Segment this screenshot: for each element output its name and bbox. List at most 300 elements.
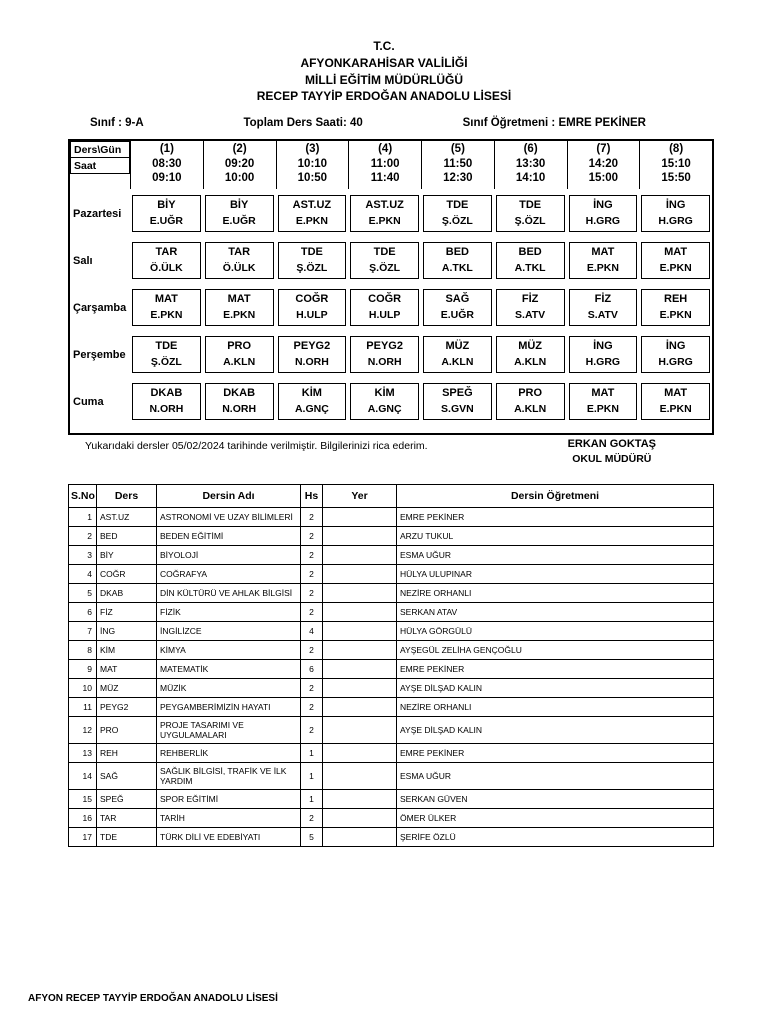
cell-yer	[323, 565, 397, 584]
cell-sno: 16	[69, 809, 97, 828]
day-row-wednesday	[70, 289, 712, 326]
lesson-cell	[130, 289, 203, 326]
course-abbr: FİZ	[521, 293, 539, 306]
cell-yer	[323, 641, 397, 660]
lesson-cell	[203, 289, 276, 326]
cell-sno: 17	[69, 828, 97, 847]
cell-hs: 1	[301, 744, 323, 763]
cell-sno: 7	[69, 622, 97, 641]
course-abbr: SAĞ	[445, 293, 470, 306]
cell-yer	[323, 679, 397, 698]
day-label: Perşembe	[73, 348, 126, 361]
cell-ogretmeni: AYŞE DİLŞAD KALIN	[397, 679, 714, 698]
course-abbr: TAR	[228, 246, 251, 259]
timetable-header	[70, 141, 712, 189]
teacher-abbr: N.ORH	[367, 356, 402, 369]
cell-sno: 12	[69, 717, 97, 744]
cell-ogretmeni: HÜLYA ULUPINAR	[397, 565, 714, 584]
teacher-abbr: E.PKN	[586, 403, 619, 416]
table-row	[69, 809, 714, 828]
period-start-time: 15:10	[661, 157, 691, 170]
teacher-abbr: E.PKN	[295, 215, 328, 228]
class-teacher-label: Sınıf Öğretmeni : EMRE PEKİNER	[462, 117, 646, 130]
period-end-time: 14:10	[515, 171, 546, 184]
course-abbr: İNG	[665, 340, 686, 353]
period-start-time: 08:30	[152, 157, 182, 170]
cell-yer	[323, 584, 397, 603]
table-row	[69, 790, 714, 809]
lesson-cell	[276, 289, 349, 326]
cell-dersin-adi: TÜRK DİLİ VE EDEBİYATI	[157, 828, 301, 847]
table-row	[69, 603, 714, 622]
course-abbr: KİM	[301, 387, 322, 400]
class-info-row	[90, 117, 646, 129]
total-hours-label: Toplam Ders Saati: 40	[243, 117, 363, 130]
period-number: (4)	[378, 143, 393, 156]
table-row	[69, 679, 714, 698]
period-number: (7)	[596, 143, 611, 156]
teacher-abbr: E.PKN	[223, 309, 256, 322]
table-row	[69, 660, 714, 679]
table-row	[69, 622, 714, 641]
day-row-friday	[70, 383, 712, 420]
cell-ogretmeni: NEZİRE ORHANLI	[397, 698, 714, 717]
course-abbr: TDE	[155, 340, 178, 353]
period-header	[421, 141, 494, 189]
teacher-abbr: A.GNÇ	[367, 403, 402, 416]
period-start-time: 11:50	[443, 157, 473, 170]
cell-ogretmeni: SERKAN ATAV	[397, 603, 714, 622]
teacher-abbr: Ş.ÖZL	[441, 215, 473, 228]
lesson-cell	[639, 289, 712, 326]
course-abbr: PEYG2	[366, 340, 403, 353]
course-abbr: TDE	[300, 246, 323, 259]
course-abbr: SPEĞ	[442, 387, 473, 400]
cell-yer	[323, 527, 397, 546]
cell-yer	[323, 508, 397, 527]
day-row-tuesday	[70, 242, 712, 279]
cell-dersin-adi: DİN KÜLTÜRÜ VE AHLAK BİLGİSİ	[157, 584, 301, 603]
cell-ogretmeni: ESMA UĞUR	[397, 763, 714, 790]
course-abbr: PRO	[518, 387, 543, 400]
lesson-cell	[276, 195, 349, 232]
lesson-cell	[567, 242, 640, 279]
cell-dersin-adi: TARİH	[157, 809, 301, 828]
course-abbr: MAT	[664, 387, 688, 400]
cell-ogretmeni: ESMA UĞUR	[397, 546, 714, 565]
teacher-abbr: S.ATV	[515, 309, 546, 322]
cell-sno: 15	[69, 790, 97, 809]
lesson-cell	[348, 195, 421, 232]
cell-sno: 10	[69, 679, 97, 698]
cell-hs: 2	[301, 717, 323, 744]
cell-sno: 1	[69, 508, 97, 527]
cell-sno: 6	[69, 603, 97, 622]
header-tc: T.C.	[373, 39, 395, 53]
cell-yer	[323, 603, 397, 622]
teacher-abbr: H.ULP	[368, 309, 401, 322]
table-row	[69, 717, 714, 744]
cell-ders: AST.UZ	[97, 508, 157, 527]
teacher-abbr: Ö.ÜLK	[150, 262, 183, 275]
teacher-abbr: E.PKN	[659, 403, 692, 416]
cell-ogretmeni: NEZİRE ORHANLI	[397, 584, 714, 603]
course-abbr: TDE	[519, 199, 542, 212]
cell-ders: İNG	[97, 622, 157, 641]
col-header-ogretmeni: Dersin Öğretmeni	[397, 485, 714, 508]
teacher-abbr: A.GNÇ	[294, 403, 329, 416]
period-end-time: 10:00	[224, 171, 255, 184]
lesson-cell	[130, 383, 203, 420]
cell-yer	[323, 790, 397, 809]
cell-sno: 9	[69, 660, 97, 679]
cell-ders: REH	[97, 744, 157, 763]
cell-dersin-adi: PEYGAMBERİMİZİN HAYATI	[157, 698, 301, 717]
cell-ders: PEYG2	[97, 698, 157, 717]
lesson-cell	[567, 195, 640, 232]
cell-ders: SAĞ	[97, 763, 157, 790]
lesson-cell	[203, 242, 276, 279]
cell-dersin-adi: İNGİLİZCE	[157, 622, 301, 641]
lesson-cell	[348, 242, 421, 279]
table-row	[69, 744, 714, 763]
page-footer-school-name: AFYON RECEP TAYYİP ERDOĞAN ANADOLU LİSESİ	[28, 993, 278, 1004]
cell-ogretmeni: ARZU TUKUL	[397, 527, 714, 546]
lesson-cell	[494, 242, 567, 279]
course-abbr: BED	[518, 246, 542, 259]
note-text: Yukarıdaki dersler 05/02/2024 tarihinde verilmiştir. Bilgilerinizi rica ederim.	[85, 440, 428, 453]
course-abbr: MÜZ	[518, 340, 543, 353]
course-abbr: DKAB	[150, 387, 183, 400]
lesson-cell	[567, 289, 640, 326]
cell-ders: DKAB	[97, 584, 157, 603]
cell-sno: 14	[69, 763, 97, 790]
period-header	[567, 141, 640, 189]
cell-sno: 11	[69, 698, 97, 717]
lesson-cell	[567, 336, 640, 373]
cell-dersin-adi: KİMYA	[157, 641, 301, 660]
day-row-thursday	[70, 336, 712, 373]
cell-ders: COĞR	[97, 565, 157, 584]
period-header	[348, 141, 421, 189]
cell-hs: 2	[301, 641, 323, 660]
period-number: (5)	[450, 143, 465, 156]
teacher-abbr: Ş.ÖZL	[296, 262, 328, 275]
cell-ders: FİZ	[97, 603, 157, 622]
teacher-abbr: E.UĞR	[222, 215, 256, 228]
course-abbr: MÜZ	[445, 340, 470, 353]
course-abbr: COĞR	[295, 293, 329, 306]
cell-yer	[323, 546, 397, 565]
period-start-time: 09:20	[224, 157, 255, 170]
cell-yer	[323, 660, 397, 679]
col-header-hs: Hs	[301, 485, 323, 508]
lesson-cell	[276, 383, 349, 420]
period-header	[203, 141, 276, 189]
period-end-time: 11:40	[370, 171, 400, 184]
corner-time-label: Saat	[70, 158, 130, 174]
lesson-cell	[567, 383, 640, 420]
col-header-dersin-adi: Dersin Adı	[157, 485, 301, 508]
cell-dersin-adi: BİYOLOJİ	[157, 546, 301, 565]
cell-sno: 2	[69, 527, 97, 546]
cell-ders: MÜZ	[97, 679, 157, 698]
timetable	[68, 139, 714, 435]
lesson-cell	[639, 242, 712, 279]
table-row	[69, 527, 714, 546]
teacher-abbr: A.KLN	[223, 356, 256, 369]
cell-hs: 2	[301, 508, 323, 527]
cell-yer	[323, 763, 397, 790]
teacher-abbr: S.ATV	[587, 309, 618, 322]
course-abbr: FİZ	[594, 293, 612, 306]
cell-ogretmeni: ÖMER ÜLKER	[397, 809, 714, 828]
cell-ogretmeni: AYŞEGÜL ZELİHA GENÇOĞLU	[397, 641, 714, 660]
course-abbr: MAT	[591, 246, 615, 259]
lesson-cell	[494, 336, 567, 373]
day-label: Pazartesi	[73, 207, 122, 220]
lesson-cell	[421, 289, 494, 326]
cell-dersin-adi: SAĞLIK BİLGİSİ, TRAFİK VE İLK YARDIM	[157, 763, 301, 790]
lesson-cell	[203, 195, 276, 232]
course-abbr: BİY	[229, 199, 249, 212]
period-end-time: 09:10	[152, 171, 182, 184]
lesson-cell	[421, 242, 494, 279]
lesson-cell	[639, 195, 712, 232]
period-start-time: 14:20	[588, 157, 619, 170]
teacher-abbr: E.PKN	[586, 262, 619, 275]
lesson-cell	[348, 336, 421, 373]
timetable-corner	[70, 141, 130, 189]
cell-hs: 2	[301, 698, 323, 717]
lesson-cell	[203, 336, 276, 373]
course-abbr: AST.UZ	[365, 199, 404, 212]
note-row	[68, 440, 714, 470]
lesson-cell	[130, 336, 203, 373]
lessons-table-body	[69, 508, 714, 847]
cell-hs: 1	[301, 790, 323, 809]
cell-dersin-adi: MATEMATİK	[157, 660, 301, 679]
course-abbr: MAT	[591, 387, 615, 400]
cell-ogretmeni: HÜLYA GÖRGÜLÜ	[397, 622, 714, 641]
table-row	[69, 546, 714, 565]
course-abbr: BİY	[157, 199, 176, 212]
teacher-abbr: E.PKN	[150, 309, 183, 322]
course-abbr: İNG	[593, 199, 613, 212]
period-end-time: 10:50	[297, 171, 328, 184]
cell-ogretmeni: EMRE PEKİNER	[397, 508, 714, 527]
teacher-abbr: E.PKN	[368, 215, 401, 228]
cell-dersin-adi: BEDEN EĞİTİMİ	[157, 527, 301, 546]
lesson-cell	[130, 242, 203, 279]
period-start-time: 13:30	[515, 157, 546, 170]
day-row-monday	[70, 195, 712, 232]
cell-yer	[323, 828, 397, 847]
day-label: Cuma	[73, 395, 104, 408]
teacher-abbr: A.TKL	[441, 262, 473, 275]
cell-hs: 2	[301, 546, 323, 565]
cell-sno: 4	[69, 565, 97, 584]
cell-hs: 2	[301, 527, 323, 546]
course-abbr: MAT	[664, 246, 688, 259]
course-abbr: PRO	[227, 340, 252, 353]
lesson-cell	[639, 336, 712, 373]
lessons-header-row	[69, 485, 714, 508]
course-abbr: MAT	[227, 293, 251, 306]
teacher-abbr: H.GRG	[585, 215, 621, 228]
cell-hs: 1	[301, 763, 323, 790]
course-abbr: TDE	[446, 199, 469, 212]
document-header	[0, 0, 768, 105]
cell-hs: 2	[301, 603, 323, 622]
course-abbr: BED	[445, 246, 469, 259]
header-directorate: MİLLİ EĞİTİM MÜDÜRLÜĞÜ	[305, 72, 463, 87]
cell-ogretmeni: AYŞE DİLŞAD KALIN	[397, 717, 714, 744]
course-abbr: TAR	[155, 246, 178, 259]
day-label: Çarşamba	[73, 301, 127, 314]
cell-ders: BED	[97, 527, 157, 546]
header-governorship: AFYONKARAHİSAR VALİLİĞİ	[300, 55, 468, 70]
table-row	[69, 508, 714, 527]
teacher-abbr: A.TKL	[514, 262, 546, 275]
lesson-cell	[421, 383, 494, 420]
teacher-abbr: Ö.ÜLK	[222, 262, 256, 275]
teacher-abbr: H.GRG	[658, 215, 693, 228]
cell-sno: 5	[69, 584, 97, 603]
teacher-abbr: E.PKN	[659, 262, 692, 275]
cell-dersin-adi: MÜZİK	[157, 679, 301, 698]
cell-ders: TAR	[97, 809, 157, 828]
col-header-ders: Ders	[97, 485, 157, 508]
cell-ders: BİY	[97, 546, 157, 565]
lesson-cell	[203, 383, 276, 420]
cell-ogretmeni: EMRE PEKİNER	[397, 744, 714, 763]
course-abbr: MAT	[154, 293, 178, 306]
lessons-table	[68, 484, 714, 847]
cell-dersin-adi: ASTRONOMİ VE UZAY BİLİMLERİ	[157, 508, 301, 527]
table-row	[69, 584, 714, 603]
header-school-name: RECEP TAYYİP ERDOĞAN ANADOLU LİSESİ	[256, 89, 512, 104]
lesson-cell	[348, 383, 421, 420]
period-number: (8)	[669, 143, 684, 156]
lesson-cell	[494, 383, 567, 420]
cell-hs: 6	[301, 660, 323, 679]
teacher-abbr: E.UĞR	[149, 215, 183, 228]
cell-ders: KİM	[97, 641, 157, 660]
lesson-cell	[494, 195, 567, 232]
teacher-abbr: A.KLN	[514, 356, 547, 369]
teacher-abbr: Ş.ÖZL	[150, 356, 182, 369]
period-number: (3)	[305, 143, 320, 156]
teacher-abbr: H.ULP	[296, 309, 328, 322]
table-row	[69, 641, 714, 660]
lesson-cell	[639, 383, 712, 420]
table-row	[69, 763, 714, 790]
teacher-abbr: H.GRG	[585, 356, 621, 369]
principal-name: ERKAN GOKTAŞ	[567, 438, 656, 451]
teacher-abbr: S.GVN	[441, 403, 474, 416]
teacher-abbr: A.KLN	[441, 356, 474, 369]
cell-sno: 8	[69, 641, 97, 660]
teacher-abbr: A.KLN	[514, 403, 547, 416]
course-abbr: DKAB	[223, 387, 256, 400]
lesson-cell	[494, 289, 567, 326]
teacher-abbr: N.ORH	[294, 356, 329, 369]
course-abbr: COĞR	[368, 293, 402, 306]
lesson-cell	[276, 336, 349, 373]
period-end-time: 12:30	[443, 171, 473, 184]
day-label: Salı	[73, 254, 93, 267]
cell-yer	[323, 622, 397, 641]
cell-ders: MAT	[97, 660, 157, 679]
period-end-time: 15:00	[588, 171, 619, 184]
lesson-cell	[276, 242, 349, 279]
cell-sno: 13	[69, 744, 97, 763]
cell-hs: 2	[301, 809, 323, 828]
lesson-cell	[421, 336, 494, 373]
course-abbr: KİM	[374, 387, 395, 400]
lesson-cell	[130, 195, 203, 232]
lesson-cell	[348, 289, 421, 326]
cell-ders: TDE	[97, 828, 157, 847]
course-abbr: İNG	[593, 340, 613, 353]
course-abbr: REH	[664, 293, 688, 306]
teacher-abbr: N.ORH	[149, 403, 184, 416]
col-header-yer: Yer	[323, 485, 397, 508]
course-abbr: AST.UZ	[292, 199, 332, 212]
period-header	[130, 141, 203, 189]
period-header	[639, 141, 712, 189]
table-row	[69, 828, 714, 847]
teacher-abbr: E.UĞR	[440, 309, 474, 322]
cell-dersin-adi: FİZİK	[157, 603, 301, 622]
principal-title: OKUL MÜDÜRÜ	[572, 453, 652, 466]
period-header	[276, 141, 349, 189]
cell-ders: PRO	[97, 717, 157, 744]
cell-hs: 4	[301, 622, 323, 641]
cell-dersin-adi: SPOR EĞİTİMİ	[157, 790, 301, 809]
table-row	[69, 565, 714, 584]
cell-dersin-adi: REHBERLİK	[157, 744, 301, 763]
period-start-time: 10:10	[297, 157, 328, 170]
teacher-abbr: H.GRG	[658, 356, 693, 369]
cell-yer	[323, 698, 397, 717]
period-header	[494, 141, 567, 189]
cell-sno: 3	[69, 546, 97, 565]
period-number: (6)	[523, 143, 538, 156]
cell-yer	[323, 809, 397, 828]
course-abbr: İNG	[665, 199, 686, 212]
course-abbr: TDE	[373, 246, 396, 259]
class-name-label: Sınıf : 9-A	[90, 117, 144, 130]
teacher-abbr: E.PKN	[659, 309, 692, 322]
cell-dersin-adi: PROJE TASARIMI VE UYGULAMALARI	[157, 717, 301, 744]
table-row	[69, 698, 714, 717]
col-header-sno: S.No	[69, 485, 97, 508]
teacher-abbr: N.ORH	[222, 403, 257, 416]
period-start-time: 11:00	[370, 157, 400, 170]
period-number: (2)	[232, 143, 247, 156]
period-number: (1)	[159, 143, 174, 156]
cell-ogretmeni: SERKAN GÜVEN	[397, 790, 714, 809]
cell-yer	[323, 717, 397, 744]
corner-days-label: Ders\Gün	[70, 141, 130, 158]
cell-hs: 2	[301, 565, 323, 584]
cell-hs: 5	[301, 828, 323, 847]
cell-ders: SPEĞ	[97, 790, 157, 809]
cell-ogretmeni: EMRE PEKİNER	[397, 660, 714, 679]
course-abbr: PEYG2	[293, 340, 331, 353]
